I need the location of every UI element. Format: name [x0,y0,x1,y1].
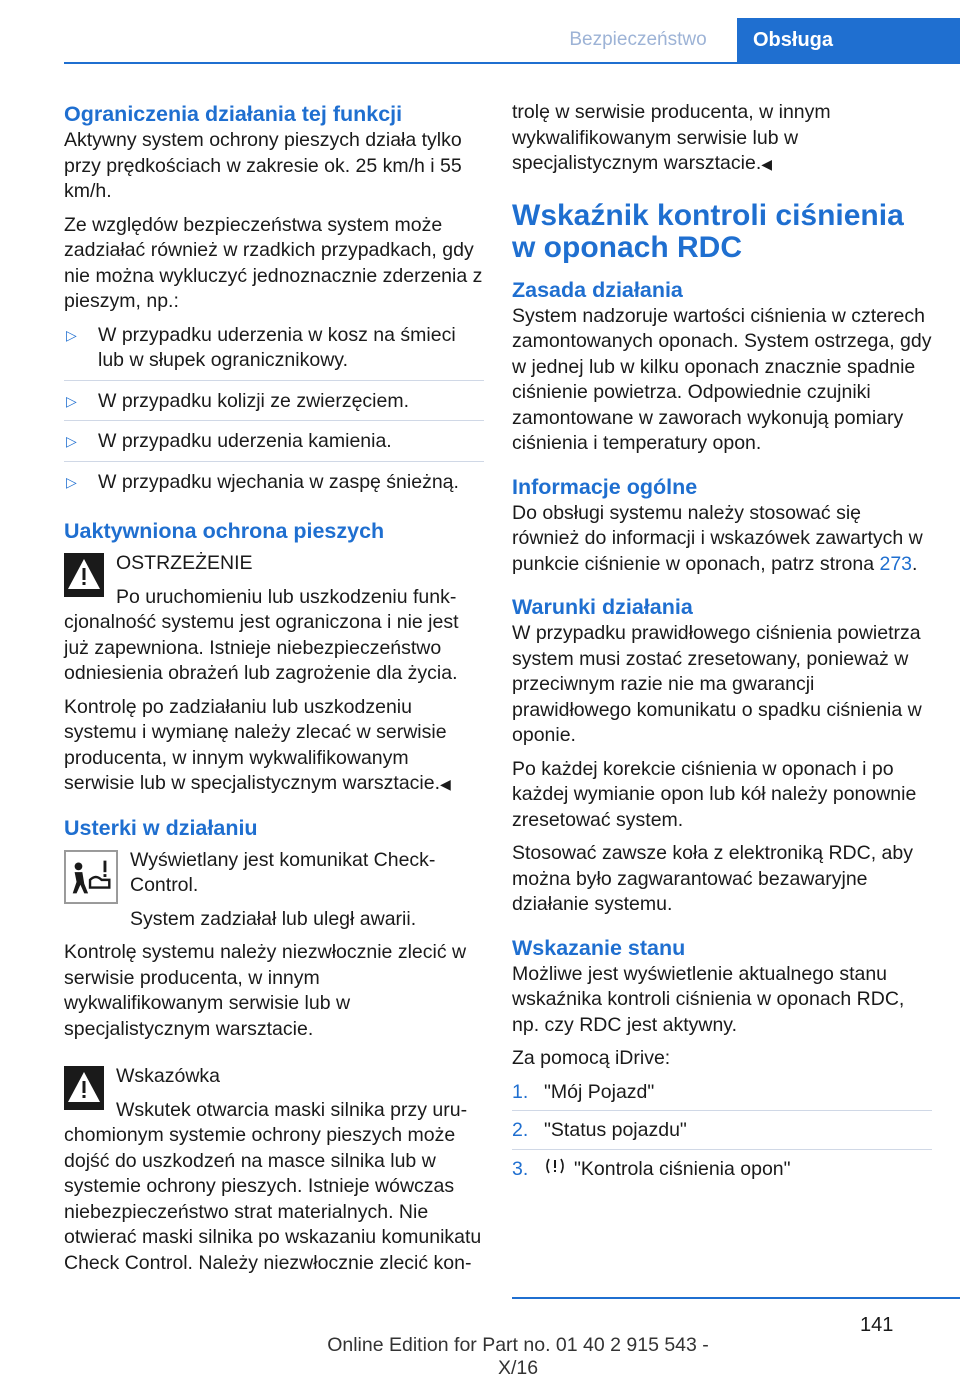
paragraph: Po każdej korekcie ciśnienia w oponach i po każdej wymianie opon lub kół należy ponownie zresetować system. [512,757,917,831]
warning-triangle-icon [64,553,104,597]
check-control-text: Wyświetlany jest komunikat Check-Control. [130,848,436,896]
section-heading-limits: Ograniczenia działania tej funkcji [64,102,403,126]
warning-label: OSTRZEŻENIE [116,552,253,574]
step-number: 1. [512,1080,529,1103]
right-column [512,100,932,1194]
pedestrian-protection-icon [64,850,118,904]
step-item [512,1080,932,1112]
list-item [64,389,484,422]
paragraph [512,100,932,178]
triangle-bullet-icon: ▷ [66,326,77,343]
paragraph-text: Kontrolę po zadziałaniu lub uszkodzeniu systemu i wymianę należy zlecać w serwisie producenta, w innym wykwalifikowanym serwisie lub w specjalistycznym warsztacie. [64,695,447,794]
section-heading-activated: Uaktywniona ochrona pieszych [64,519,385,543]
warning-text: cjonalność systemu jest ograniczona i nie jest już zapewniona. Istnieje niebezpieczeństwo odniesienia obrażeń lub zagrożenie dla życia. [64,611,459,684]
tire-pressure-warning-icon [544,1157,566,1183]
warning-block [64,551,484,610]
section-heading-general: Informacje ogólne [512,474,698,499]
section-heading-conditions: Warunki działania [512,595,693,619]
triangle-bullet-icon: ▷ [66,392,77,409]
section-heading-principle: Zasada działania [512,277,683,302]
chapter-title: Wskaźnik kontroli ciśnienia w oponach RDC [512,198,904,264]
warning-text-lead: Po uruchomieniu lub uszkodzeniu funk- [116,585,457,608]
paragraph-text: Do obsługi systemu należy stosować się również do informacji i wskazówek zawartych w punkcie ciśnienie w oponach, patrz strona [512,501,923,575]
triangle-bullet-icon: ▷ [66,433,77,449]
paragraph [64,695,484,798]
section-heading-faults: Usterki w działaniu [64,815,258,840]
triangle-bullet-icon: ▷ [66,473,77,490]
list-item [64,323,484,381]
end-mark-icon: ◀ [761,156,773,172]
step-list [512,1080,932,1188]
edition-footer: Online Edition for Part no. 01 40 2 915 543 - X/16 [327,1334,709,1379]
header-tab-bezpieczenstwo[interactable]: Bezpieczeństwo [569,29,707,50]
paragraph: Kontrolę systemu należy niezwłocznie zlecić w serwisie producenta, w innym wykwalifikowanym serwisie lub w specjalistycznym warsztacie. [64,941,467,1040]
note-text-lead: Wskutek otwarcia maski silnika przy uru- [116,1098,468,1121]
header-tab-obsluga[interactable]: Obsługa [737,18,960,62]
paragraph: W przypadku prawidłowego ciśnienia powietrza system musi zostać zresetowany, ponieważ w przeciwnym razie nie ma gwarancji prawidłowego komunikatu o spadku ciśnienia w oponie. [512,622,922,746]
note-label: Wskazówka [116,1065,221,1087]
paragraph: System nadzoruje wartości ciśnienia w czterech zamontowanych oponach. System ostrzega, gdy w jednej lub w kilku oponach znacznie spadnie ciśnienie powietrza. Odpowiednie czujniki zamontowane w zaworach wykonują pomiary ciśnienia i temperatury opon. [512,304,932,454]
list-item-text: W przypadku uderzenia kamienia. [98,430,392,452]
paragraph-text: trolę w serwisie producenta, w innym wykwalifikowanym serwisie lub w specjalistycznym warsztacie. [512,101,831,174]
note-text: chomionym systemie ochrony pieszych może dojść do uszkodzeń na masce silnika lub w systemie ochrony pieszych. Istnieje wówczas niebezpieczeństwo strat materialnych. Nie otwierać maski silnika po wskazaniu komunikatu Check Control. Należy niezwłocznie zlecić kon- [64,1124,482,1274]
step-item [512,1118,932,1150]
page-reference-link[interactable]: 273 [879,552,913,575]
step-number: 2. [512,1119,529,1141]
list-item-text: W przypadku uderzenia w kosz na śmieci lub w słupek ogranicznikowy. [98,323,456,371]
check-control-block [64,848,484,933]
paragraph: Stosować zawsze koła z elektroniką RDC, aby można było zagwarantować bezawaryjne działanie systemu. [512,842,913,915]
section-heading-status: Wskazanie stanu [512,935,686,960]
end-mark-icon: ◀ [440,776,451,792]
paragraph: Ze względów bezpieczeństwa system może zadziałać również w rzadkich przypadkach, gdy nie można wykluczyć jednoznacznie zderzenia z pieszym, np.: [64,213,483,312]
footer-divider [512,1297,960,1299]
list-item-text: W przypadku wjechania w zaspę śnieżną. [98,470,459,493]
list-item [64,470,484,502]
warning-triangle-icon [64,1066,104,1110]
step-text: "Status pojazdu" [544,1119,687,1141]
list-item [64,429,484,462]
paragraph: Do obsługi systemu należy stosować się również do informacji i wskazówek zawartych w punkcie ciśnienie w oponach, patrz strona 273. [512,501,923,575]
list-item-text: W przypadku kolizji ze zwierzęciem. [98,389,410,412]
step-item [512,1157,932,1188]
paragraph: Aktywny system ochrony pieszych działa tylko przy prędkościach w zakresie ok. 25 km/h i 55 km/h. [64,129,462,202]
check-control-text-2: System zadziałał lub uległ awarii. [130,907,417,930]
step-text: "Kontrola ciśnienia opon" [574,1157,791,1180]
note-block [64,1064,484,1123]
paragraph: Możliwe jest wyświetlenie aktualnego stanu wskaźnika kontroli ciśnienia w oponach RDC, np. czy RDC jest aktywny. [512,962,905,1036]
bullet-list [64,323,484,502]
left-column [64,100,484,1284]
page-number: 141 [860,1314,894,1336]
step-text: "Mój Pojazd" [544,1080,655,1103]
paragraph: Za pomocą iDrive: [512,1047,671,1069]
header-divider [64,62,960,64]
step-number: 3. [512,1157,529,1180]
